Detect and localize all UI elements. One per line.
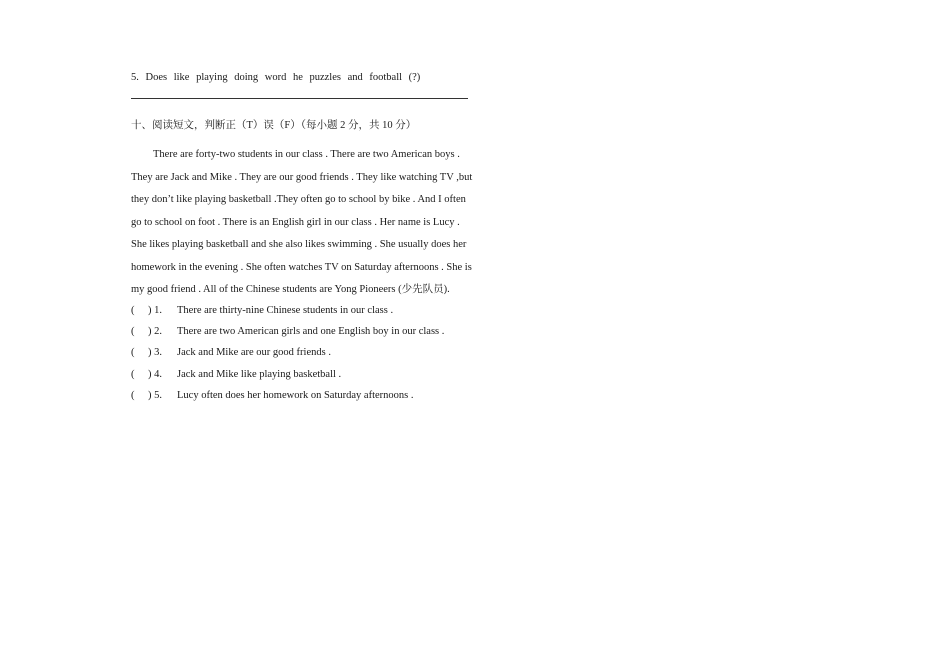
question-text: Jack and Mike are our good friends . bbox=[177, 347, 331, 359]
question-text: There are thirty-nine Chinese students in our class . bbox=[177, 305, 394, 316]
reading-passage bbox=[131, 147, 501, 305]
passage-line: my good friend . All of the Chinese students are Yong Pioneers (少先队员). bbox=[131, 284, 450, 295]
question-text: There are two American girls and one English boy in our class . bbox=[177, 326, 445, 338]
passage-line: go to school on foot . There is an English girl in our class . Her name is Lucy . bbox=[131, 216, 460, 228]
answer-blank-open: ( bbox=[131, 347, 135, 359]
answer-line bbox=[131, 98, 468, 99]
question-number: ) 2. bbox=[148, 326, 162, 338]
question-number: ) 4. bbox=[148, 368, 162, 380]
question-number: ) 1. bbox=[148, 305, 162, 316]
section-title: 十、阅读短文，判断正（T）误（F）（每小题 2 分，共 10 分） bbox=[131, 120, 417, 131]
passage-line: homework in the evening . She often watches TV on Saturday afternoons . She is bbox=[131, 261, 472, 273]
passage-line: She likes playing basketball and she also likes swimming . She usually does her bbox=[131, 239, 467, 250]
passage-line: There are forty-two students in our class . There are two American boys . bbox=[153, 149, 460, 160]
answer-blank-open: ( bbox=[131, 305, 135, 316]
question-number: ) 3. bbox=[148, 347, 162, 359]
answer-blank-open: ( bbox=[131, 326, 135, 338]
answer-blank-open: ( bbox=[131, 389, 135, 401]
question-5-text: 5. Does like playing doing word he puzzles and football (?) bbox=[131, 72, 421, 83]
question-text: Jack and Mike like playing basketball . bbox=[177, 368, 342, 380]
passage-line: They are Jack and Mike . They are our good friends . They like watching TV ,but bbox=[131, 171, 473, 183]
question-text: Lucy often does her homework on Saturday afternoons . bbox=[177, 389, 414, 401]
answer-blank-open: ( bbox=[131, 368, 135, 380]
passage-line: they don’t like playing basketball .They often go to school by bike . And I often bbox=[131, 194, 466, 205]
question-number: ) 5. bbox=[148, 389, 162, 401]
